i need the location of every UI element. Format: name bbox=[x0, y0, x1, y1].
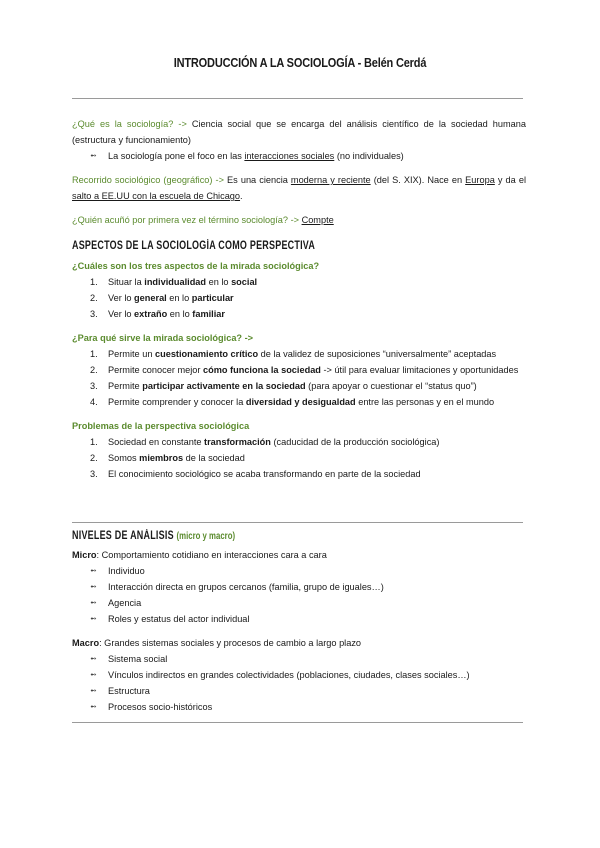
q-compte-label: ¿Quién acuñó por primera vez el término sociología? -> bbox=[72, 215, 299, 225]
heading-aspectos: ASPECTOS DE LA SOCIOLOGÍA COMO PERSPECTIVA bbox=[72, 240, 316, 252]
para-list bbox=[72, 346, 526, 410]
q-recorrido-label: Recorrido sociológico (geográfico) -> bbox=[72, 175, 224, 185]
list-item: 3. Ver lo extraño en lo familiar bbox=[90, 309, 225, 319]
list-item: 1. Sociedad en constante transformación (caducidad de la producción sociológica) bbox=[90, 437, 440, 447]
divider-bottom bbox=[72, 722, 523, 723]
arrow-bullet-icon: ➻ bbox=[90, 686, 97, 695]
niveles-section bbox=[72, 547, 526, 715]
problemas-list bbox=[72, 434, 526, 482]
q-what-is bbox=[72, 116, 526, 148]
q-compte: ¿Quién acuñó por primera vez el término sociología? -> Compte bbox=[72, 215, 334, 225]
q-what-is-answer: Ciencia social que se encarga del análisis científico de la sociedad humana (estructura y funcionamiento) bbox=[72, 119, 527, 145]
arrow-bullet-icon: ➻ bbox=[90, 582, 97, 591]
list-item: 4. Permite comprender y conocer la diversidad y desigualdad entre las personas y en el mundo bbox=[90, 397, 495, 407]
arrow-bullet-icon: ➻ bbox=[90, 670, 97, 679]
arrow-bullet-icon: ➻ bbox=[90, 151, 97, 160]
intro-section bbox=[72, 116, 526, 228]
macro-line: Macro: Grandes sistemas sociales y procesos de cambio a largo plazo bbox=[72, 638, 362, 648]
list-item: 2. Permite conocer mejor cómo funciona la sociedad -> útil para evaluar limitaciones y oportunidades bbox=[90, 365, 519, 375]
list-item: ➻ Individuo bbox=[72, 563, 526, 579]
arrow-bullet-icon: ➻ bbox=[90, 702, 97, 711]
document-title: INTRODUCCIÓN A LA SOCIOLOGÍA - Belén Cerdá bbox=[173, 56, 427, 70]
list-item: ➻ Vínculos indirectos en grandes colectividades (poblaciones, ciudades, clases sociales…) bbox=[72, 667, 526, 683]
divider-mid bbox=[72, 522, 523, 523]
list-item: 1. Situar la individualidad en lo social bbox=[90, 277, 258, 287]
list-item: ➻ Procesos socio-históricos bbox=[72, 699, 526, 715]
aspectos-section bbox=[72, 258, 526, 482]
list-item: ➻ Sistema social bbox=[72, 651, 526, 667]
q-recorrido: Recorrido sociológico (geográfico) -> Es una ciencia moderna y reciente (del S. XIX). Nace en Europa y da el salto a EE.UU con la escuela de Chicago. bbox=[72, 175, 527, 201]
heading-niveles: NIVELES DE ANÁLISIS (micro y macro) bbox=[72, 530, 236, 542]
list-item: 1. Permite un cuestionamiento crítico de la validez de suposiciones “universalmente” aceptadas bbox=[90, 349, 497, 359]
divider-top bbox=[72, 98, 523, 99]
q-para: ¿Para qué sirve la mirada sociológica? -> bbox=[72, 333, 254, 343]
micro-list bbox=[72, 563, 526, 627]
list-item: ➻ Agencia bbox=[72, 595, 526, 611]
micro-line: Micro: Comportamiento cotidiano en interacciones cara a cara bbox=[72, 550, 327, 560]
list-item: ➻ La sociología pone el foco en las interacciones sociales (no individuales) bbox=[72, 148, 526, 164]
q-what-is-label: ¿Qué es la sociología? -> bbox=[72, 119, 187, 129]
arrow-bullet-icon: ➻ bbox=[90, 614, 97, 623]
list-item: 3. El conocimiento sociológico se acaba transformando en parte de la sociedad bbox=[90, 469, 421, 479]
arrow-bullet-icon: ➻ bbox=[90, 654, 97, 663]
list-item: 2. Somos miembros de la sociedad bbox=[90, 453, 245, 463]
arrow-bullet-icon: ➻ bbox=[90, 598, 97, 607]
macro-list bbox=[72, 651, 526, 715]
list-item: ➻ Interacción directa en grupos cercanos (familia, grupo de iguales…) bbox=[72, 579, 526, 595]
list-item: ➻ Roles y estatus del actor individual bbox=[72, 611, 526, 627]
q-problemas: Problemas de la perspectiva sociológica bbox=[72, 421, 250, 431]
q-aspects: ¿Cuáles son los tres aspectos de la mirada sociológica? bbox=[72, 261, 320, 271]
list-item: 3. Permite participar activamente en la sociedad (para apoyar o cuestionar el “status quo”) bbox=[90, 381, 477, 391]
list-item: ➻ Estructura bbox=[72, 683, 526, 699]
arrow-bullet-icon: ➻ bbox=[90, 566, 97, 575]
list-item: 2. Ver lo general en lo particular bbox=[90, 293, 234, 303]
aspects-list bbox=[72, 274, 526, 322]
